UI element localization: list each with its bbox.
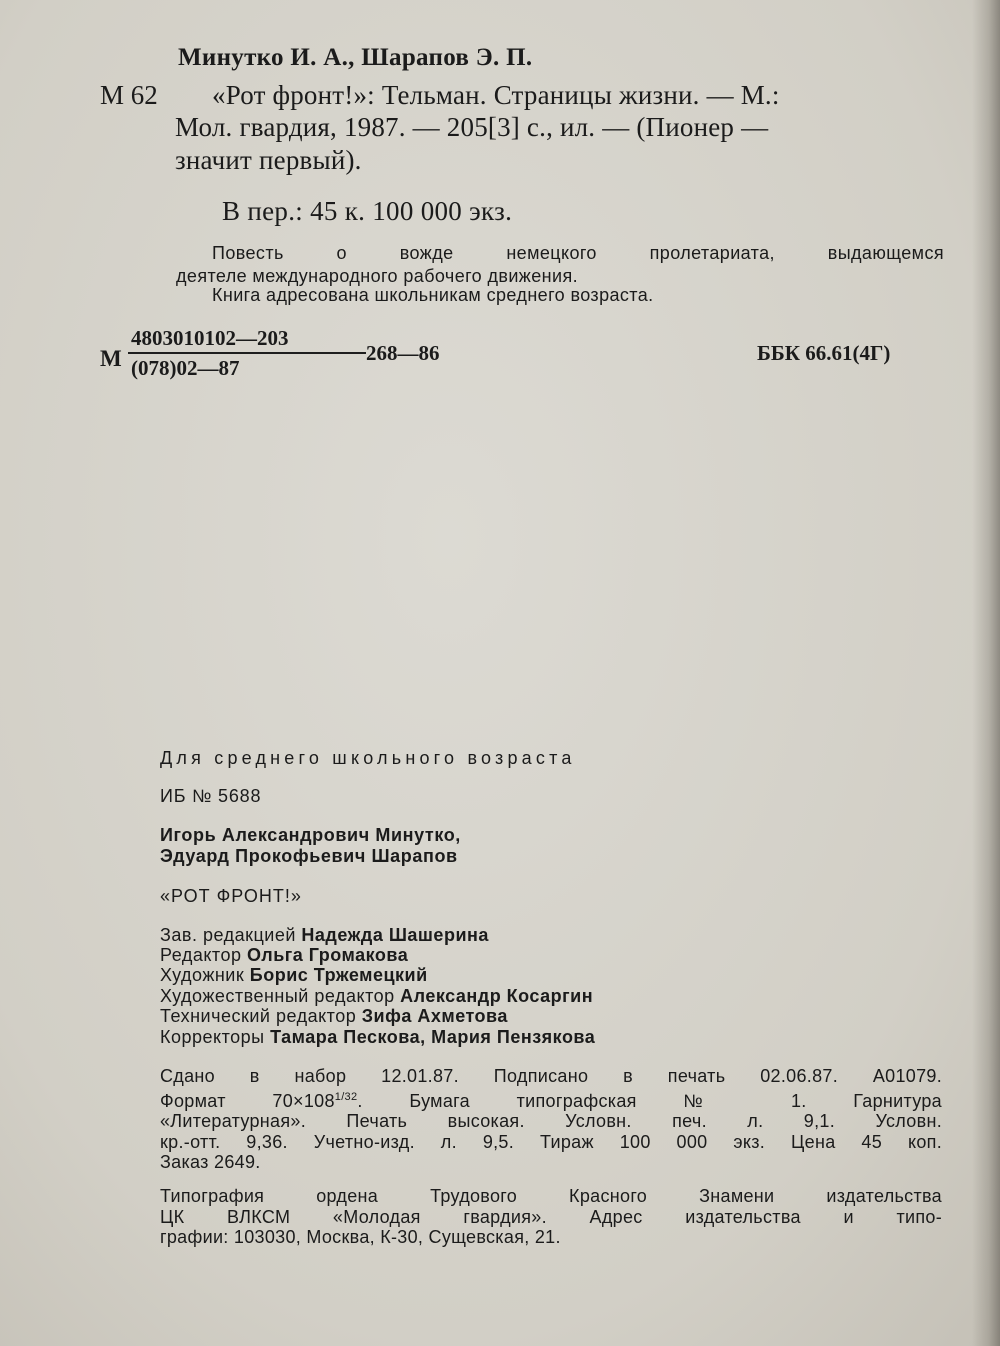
credit-role: Технический редактор bbox=[160, 1006, 357, 1026]
credit-role: Редактор bbox=[160, 945, 242, 965]
credit-name: Тамара Пескова, Мария Пензякова bbox=[270, 1027, 596, 1047]
credit-line bbox=[160, 945, 408, 966]
age-group-label: Для среднего школьного возраста bbox=[160, 748, 576, 768]
credit-role: Зав. редакцией bbox=[160, 925, 296, 945]
title-line-3: значит первый). bbox=[175, 145, 362, 175]
credit-name: Надежда Шашерина bbox=[301, 925, 489, 945]
imprint-line: «Литературная». Печать высокая. Условн. печ. л. 9,1. Условн. bbox=[160, 1111, 942, 1131]
classification-letter: М bbox=[100, 346, 122, 371]
title-line-2: Мол. гвардия, 1987. — 205[3] с., ил. — (Пионер — bbox=[175, 112, 769, 142]
credit-name: Зифа Ахметова bbox=[361, 1006, 508, 1026]
fraction-line bbox=[128, 352, 366, 354]
format-fraction: 1/32 bbox=[334, 1090, 358, 1103]
credit-name: Ольга Громакова bbox=[247, 945, 409, 965]
author-1-full-name: Игорь Александрович Минутко, bbox=[160, 825, 461, 845]
credit-line bbox=[160, 1006, 508, 1027]
imprint-line bbox=[160, 1087, 942, 1112]
credit-role: Художественный редактор bbox=[160, 986, 395, 1006]
annotation-line-1: Повесть о вожде немецкого пролетариата, выдающемся bbox=[212, 243, 944, 263]
classification-suffix: 268—86 bbox=[366, 341, 440, 365]
paper-text: . Бумага типографская № 1. Гарнитура bbox=[357, 1090, 942, 1111]
annotation-line-3: Книга адресована школьникам среднего возраста. bbox=[212, 285, 654, 305]
credit-line bbox=[160, 925, 489, 946]
credit-role: Корректоры bbox=[160, 1027, 265, 1047]
printer-line: Типография ордена Трудового Красного Знамени издательства bbox=[160, 1186, 942, 1206]
credit-line bbox=[160, 1027, 595, 1048]
colophon-title: «РОТ ФРОНТ!» bbox=[160, 886, 302, 906]
printer-block bbox=[160, 1186, 942, 1248]
bbk-code: ББК 66.61(4Г) bbox=[757, 341, 891, 365]
price-line: В пер.: 45 к. 100 000 экз. bbox=[222, 196, 513, 226]
credit-name: Александр Косаргин bbox=[400, 986, 594, 1006]
printer-line: графии: 103030, Москва, К-30, Сущевская, 21. bbox=[160, 1227, 561, 1247]
credit-line bbox=[160, 986, 593, 1007]
page-edge-shadow bbox=[972, 0, 1000, 1346]
catalog-code: М 62 bbox=[100, 80, 158, 110]
credit-role: Художник bbox=[160, 965, 245, 985]
author-2-full-name: Эдуард Прокофьевич Шарапов bbox=[160, 846, 458, 866]
imprint-line: Сдано в набор 12.01.87. Подписано в печать 02.06.87. А01079. bbox=[160, 1066, 942, 1086]
imprint-line: Заказ 2649. bbox=[160, 1152, 261, 1172]
printer-line: ЦК ВЛКСМ «Молодая гвардия». Адрес издательства и типо- bbox=[160, 1206, 942, 1227]
imprint-block bbox=[160, 1066, 942, 1173]
author-line: Минутко И. А., Шарапов Э. П. bbox=[178, 44, 533, 71]
imprint-line: кр.-отт. 9,36. Учетно-изд. л. 9,5. Тираж 100 000 экз. Цена 45 коп. bbox=[160, 1131, 942, 1152]
credit-name: Борис Тржемецкий bbox=[249, 965, 428, 985]
classification-numerator: 4803010102—203 bbox=[131, 326, 289, 350]
format-text: Формат 70×108 bbox=[160, 1090, 335, 1111]
ib-number: ИБ № 5688 bbox=[160, 786, 262, 806]
credit-line bbox=[160, 965, 428, 986]
classification-denominator: (078)02—87 bbox=[131, 356, 240, 380]
title-line-1: «Рот фронт!»: Тельман. Страницы жизни. — М.: bbox=[212, 80, 780, 110]
annotation-line-2: деятеле международного рабочего движения. bbox=[176, 266, 579, 286]
